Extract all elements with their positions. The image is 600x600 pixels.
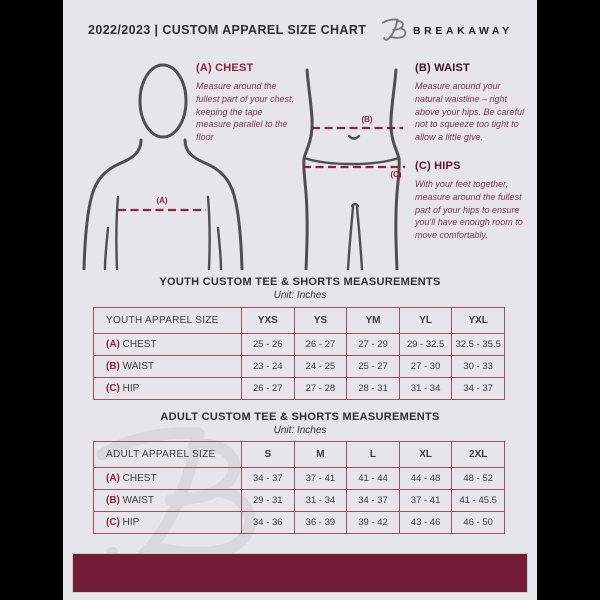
- table-row: [94, 512, 505, 534]
- adult-cell: 44 - 48: [399, 468, 452, 490]
- youth-cell: 34 - 37: [452, 378, 505, 400]
- youth-cell: 28 - 31: [347, 378, 400, 400]
- adult-header-cell: S: [242, 442, 295, 468]
- adult-header-cell: XL: [399, 442, 452, 468]
- youth-header-cell: YXS: [242, 308, 295, 334]
- page-title: 2022/2023 | CUSTOM APPAREL SIZE CHART: [88, 23, 367, 37]
- youth-header-row: [94, 308, 505, 334]
- waist-guide: [415, 62, 525, 144]
- table-row: [94, 378, 505, 400]
- adult-cell: 41 - 44: [347, 468, 400, 490]
- table-row: [94, 356, 505, 378]
- chest-guide-title: (A) CHEST: [196, 62, 254, 74]
- adult-cell: 43 - 46: [399, 512, 452, 534]
- waist-guide-description: Measure around your natural waistline – right above your hips. Be careful not to squeeze too tight to allow a little give.: [415, 81, 525, 143]
- adult-section-title: ADULT CUSTOM TEE & SHORTS MEASUREMENTS: [160, 411, 440, 423]
- adult-cell: 37 - 41: [294, 468, 347, 490]
- adult-header-cell: L: [347, 442, 400, 468]
- brand-block: [381, 15, 513, 43]
- row-label: (B) WAIST: [94, 356, 242, 378]
- waist-guide-title: (B) WAIST: [415, 62, 470, 74]
- adult-cell: 34 - 36: [242, 512, 295, 534]
- youth-header-cell: YM: [347, 308, 400, 334]
- adult-cell: 31 - 34: [294, 490, 347, 512]
- adult-size-table: [93, 441, 505, 534]
- adult-cell: 39 - 42: [347, 512, 400, 534]
- brand-name: BREAKAWAY: [413, 25, 513, 37]
- adult-cell: 37 - 41: [399, 490, 452, 512]
- hips-marker: (C): [390, 170, 402, 179]
- adult-cell: 46 - 50: [452, 512, 505, 534]
- table-row: [94, 334, 505, 356]
- adult-header-row: [94, 442, 505, 468]
- hips-guide-title: (C) HIPS: [415, 160, 461, 172]
- table-row: [94, 468, 505, 490]
- hips-guide: [415, 160, 525, 242]
- youth-header-cell: YOUTH APPAREL SIZE: [94, 308, 242, 334]
- lower-body-figure: [291, 60, 411, 270]
- chest-guide-description: Measure around the fullest part of your chest, keeping the tape measure parallel to the floor: [196, 81, 295, 143]
- youth-header-cell: YS: [294, 308, 347, 334]
- chest-guide: [196, 62, 300, 144]
- adult-cell: 34 - 37: [347, 490, 400, 512]
- breakaway-logo-icon: [381, 15, 407, 43]
- adult-header-cell: ADULT APPAREL SIZE: [94, 442, 242, 468]
- adult-cell: 29 - 31: [242, 490, 295, 512]
- youth-cell: 27 - 29: [347, 334, 400, 356]
- youth-cell: 25 - 27: [347, 356, 400, 378]
- youth-cell: 26 - 27: [294, 334, 347, 356]
- adult-header-cell: M: [294, 442, 347, 468]
- adult-cell: 48 - 52: [452, 468, 505, 490]
- youth-cell: 24 - 25: [294, 356, 347, 378]
- youth-cell: 25 - 26: [242, 334, 295, 356]
- adult-header-cell: 2XL: [452, 442, 505, 468]
- youth-header-cell: YXL: [452, 308, 505, 334]
- youth-section-title: YOUTH CUSTOM TEE & SHORTS MEASUREMENTS: [159, 276, 441, 288]
- youth-cell: 30 - 33: [452, 356, 505, 378]
- youth-cell: 29 - 32.5: [399, 334, 452, 356]
- youth-cell: 23 - 24: [242, 356, 295, 378]
- youth-size-table: [93, 307, 505, 400]
- row-label: (C) HIP: [94, 512, 242, 534]
- youth-header-cell: YL: [399, 308, 452, 334]
- row-label: (C) HIP: [94, 378, 242, 400]
- youth-cell: 27 - 30: [399, 356, 452, 378]
- chest-marker: (A): [156, 196, 168, 205]
- adult-section-unit: Unit: Inches: [273, 425, 327, 436]
- waist-marker: (B): [361, 115, 373, 124]
- row-label: (B) WAIST: [94, 490, 242, 512]
- row-label: (A) CHEST: [94, 468, 242, 490]
- chart-page: [63, 0, 537, 600]
- row-label: (A) CHEST: [94, 334, 242, 356]
- adult-cell: 41 - 45.5: [452, 490, 505, 512]
- table-row: [94, 490, 505, 512]
- youth-cell: 32.5 - 35.5: [452, 334, 505, 356]
- youth-cell: 31 - 34: [399, 378, 452, 400]
- youth-cell: 27 - 28: [294, 378, 347, 400]
- hips-guide-description: With your feet together, measure around the fullest part of your hips to ensure you'll have enough room to move comfortably.: [415, 179, 523, 241]
- adult-cell: 36 - 39: [294, 512, 347, 534]
- youth-cell: 26 - 27: [242, 378, 295, 400]
- youth-section-unit: Unit: Inches: [273, 290, 327, 301]
- footer-accent-bar: [72, 553, 528, 593]
- adult-cell: 34 - 37: [242, 468, 295, 490]
